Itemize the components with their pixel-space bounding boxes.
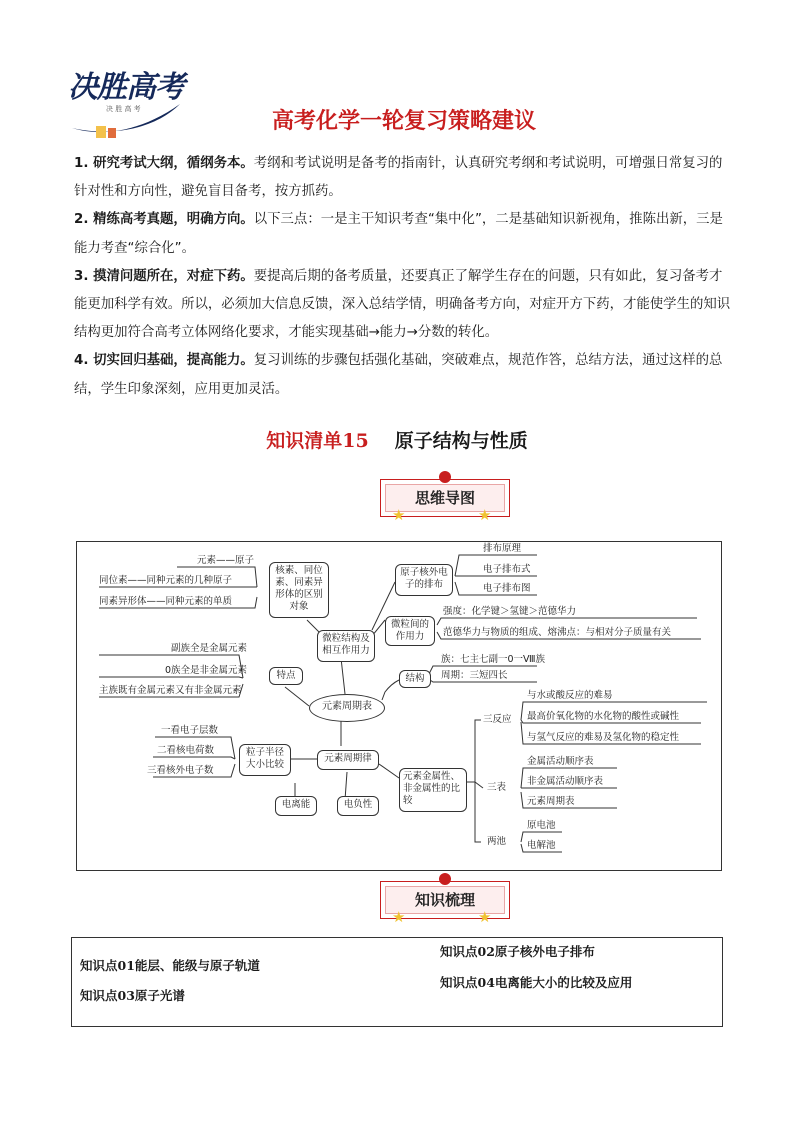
mindmap-center: 元素周期表 <box>309 694 385 722</box>
leaf: 族：七主七副一0一Ⅷ族 <box>441 654 546 665</box>
pin-icon <box>439 471 451 483</box>
group-label: 两池 <box>487 836 507 847</box>
star-icon: ★ <box>478 908 492 926</box>
logo-subtext: 决 胜 高 考 <box>106 105 141 113</box>
logo-text: 决胜高考 <box>68 70 184 105</box>
strategy-item <box>74 347 734 403</box>
leaf: 同素异形体——同种元素的单质 <box>99 596 233 607</box>
leaf: 一看电子层数 <box>161 725 219 736</box>
section-title <box>0 426 794 453</box>
leaf: 二看核电荷数 <box>157 745 215 756</box>
node-qubie: 核素、同位素、同素异形体的区别对象 <box>269 562 329 618</box>
node-jinshuxing: 元素金属性、非金属性的比较 <box>399 768 467 812</box>
knowledge-badge-label: 知识梳理 <box>385 886 505 914</box>
group-label: 三表 <box>487 782 507 793</box>
strategy-text: 要提高后期的备考质量，还要真正了解学生存在的问题，只有如此，复习备考才能更加科学有效。所以，必须加大信息反馈，深入总结学情，明确备考方向，对症开方下药，才能使学生的知识结构更加符合高考立体网络化要求，才能实现基础→能力→分数的转化。 <box>74 268 731 341</box>
knowledge-point-link[interactable]: 知识点02原子核外电子排布 <box>440 944 595 959</box>
section-prefix: 知识清单15 <box>266 430 369 452</box>
strategy-text: 以下三点：一是主干知识考查“集中化”，二是基础知识新视角，推陈出新，三是能力考查“综合化”。 <box>74 212 723 256</box>
leaf: 电子排布式 <box>483 564 531 575</box>
leaf: 副族全是金属元素 <box>171 643 248 654</box>
knowledge-badge <box>380 876 510 926</box>
strategy-item <box>74 263 734 348</box>
strategy-section <box>74 150 734 404</box>
leaf: 与氢气反应的难易及氢化物的稳定性 <box>527 732 680 743</box>
leaf: 金属活动顺序表 <box>527 756 594 767</box>
leaf: 三看核外电子数 <box>147 765 214 776</box>
node-weili: 微粒结构及相互作用力 <box>317 630 375 662</box>
strategy-lead: 1. 研究考试大纲，循纲务本。 <box>74 156 254 171</box>
knowledge-point-link[interactable]: 知识点04电离能大小的比较及应用 <box>440 975 633 990</box>
leaf: 最高价氧化物的水化物的酸性或碱性 <box>527 711 680 722</box>
node-zuoyong: 微粒间的作用力 <box>385 616 435 646</box>
leaf: 元素周期表 <box>527 796 575 807</box>
leaf: 电解池 <box>527 840 556 851</box>
leaf: 与水或酸反应的难易 <box>527 690 613 701</box>
strategy-text: 考纲和考试说明是备考的指南针，认真研究考纲和考试说明，可增强日常复习的针对性和方向性，避免盲目备考，按方抓药。 <box>74 156 723 200</box>
strategy-item <box>74 206 734 262</box>
star-icon: ★ <box>392 506 406 524</box>
node-jiegou: 结构 <box>399 670 431 688</box>
node-dianlineng: 电离能 <box>275 796 317 816</box>
leaf: 范德华力与物质的组成、熔沸点：与相对分子质量有关 <box>443 627 672 638</box>
node-hewai: 原子核外电子的排布 <box>395 564 453 596</box>
knowledge-point-list <box>71 937 723 1027</box>
knowledge-point-link[interactable]: 知识点03原子光谱 <box>80 988 185 1003</box>
mind-map <box>76 541 722 871</box>
node-tedian: 特点 <box>269 667 303 685</box>
node-dianfuxing: 电负性 <box>337 796 379 816</box>
page-title: 高考化学一轮复习策略建议 <box>271 109 536 134</box>
section-name: 原子结构与性质 <box>394 430 528 452</box>
leaf: 周期：三短四长 <box>441 670 508 681</box>
leaf: 排布原理 <box>483 543 522 554</box>
strategy-lead: 4. 切实回归基础，提高能力。 <box>74 353 254 369</box>
group-label: 三反应 <box>483 714 512 725</box>
strategy-item <box>74 150 734 206</box>
star-icon: ★ <box>392 908 406 926</box>
strategy-lead: 3. 摸清问题所在，对症下药。 <box>74 268 254 284</box>
knowledge-point-link[interactable]: 知识点01能层、能级与原子轨道 <box>80 958 260 973</box>
leaf: 非金属活动顺序表 <box>527 776 604 787</box>
leaf: 原电池 <box>527 820 556 831</box>
strategy-text: 复习训练的步骤包括强化基础，突破难点，规范作答，总结方法，通过这样的总结，学生印象深刻，应用更加灵活。 <box>74 353 723 397</box>
node-zhouqilv: 元素周期律 <box>317 750 379 770</box>
pin-icon <box>439 873 451 885</box>
leaf: 元素——原子 <box>197 555 255 566</box>
star-icon: ★ <box>478 506 492 524</box>
leaf: 0族全是非金属元素 <box>165 665 248 676</box>
strategy-lead: 2. 精练高考真题，明确方向。 <box>74 212 254 228</box>
mindmap-badge <box>380 474 510 524</box>
mindmap-badge-label: 思维导图 <box>385 484 505 512</box>
leaf: 电子排布图 <box>483 583 531 594</box>
leaf: 主族既有金属元素又有非金属元素 <box>99 685 242 696</box>
leaf: 同位素——同种元素的几种原子 <box>99 575 233 586</box>
leaf: 强度：化学键＞氢键＞范德华力 <box>443 606 577 617</box>
node-banjing: 粒子半径大小比较 <box>239 744 291 776</box>
